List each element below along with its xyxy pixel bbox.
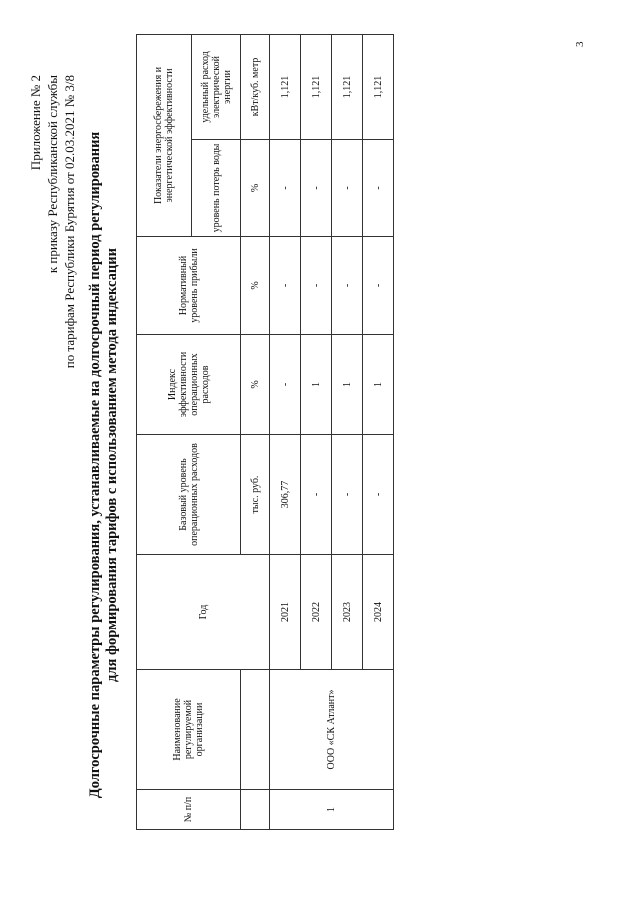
header-energy-group: Показатели энергосбережения и энергетической эффективности	[137, 34, 192, 236]
cell-loss: -	[301, 140, 332, 237]
header-specific: удельный расход электрической энергии	[192, 34, 241, 139]
cell-base: 306,77	[270, 435, 301, 555]
cell-profit: -	[363, 237, 394, 335]
row-num: 1	[270, 790, 394, 830]
units-org-blank	[241, 670, 270, 790]
cell-index: 1	[363, 335, 394, 435]
units-num-blank	[241, 790, 270, 830]
cell-year: 2024	[363, 555, 394, 670]
appendix-line-1: Приложение № 2	[28, 75, 43, 171]
title-line-1: Долгосрочные параметры регулирования, устанавливаемые на долгосрочный период регулирования	[87, 131, 103, 799]
unit-loss: %	[241, 140, 270, 237]
header-year: Год	[137, 555, 270, 670]
header-profit: Нормативный уровень прибыли	[137, 237, 241, 335]
cell-index: -	[270, 335, 301, 435]
cell-profit: -	[301, 237, 332, 335]
cell-loss: -	[332, 140, 363, 237]
unit-base: тыс. руб.	[241, 435, 270, 555]
unit-specific: кВт/куб. метр	[241, 34, 270, 139]
document-title	[87, 115, 121, 815]
cell-base: -	[332, 435, 363, 555]
cell-profit: -	[270, 237, 301, 335]
page-number: 3	[574, 41, 586, 47]
cell-specific: 1,121	[270, 34, 301, 139]
cell-specific: 1,121	[332, 34, 363, 139]
header-org: Наименование регулируемой организации	[137, 670, 241, 790]
unit-index: %	[241, 335, 270, 435]
cell-specific: 1,121	[363, 34, 394, 139]
cell-index: 1	[301, 335, 332, 435]
header-loss: уровень потерь воды	[192, 140, 241, 237]
row-org: ООО «СК Атлант»	[270, 670, 394, 790]
header-num: № п/п	[137, 790, 241, 830]
appendix-header	[27, 75, 78, 368]
table-row	[270, 34, 301, 829]
cell-index: 1	[332, 335, 363, 435]
title-line-2: для формирования тарифов с использованием метода индексации	[104, 248, 120, 682]
cell-specific: 1,121	[301, 34, 332, 139]
cell-base: -	[301, 435, 332, 555]
cell-profit: -	[332, 237, 363, 335]
cell-year: 2023	[332, 555, 363, 670]
unit-profit: %	[241, 237, 270, 335]
regulation-parameters-table	[136, 34, 394, 830]
cell-base: -	[363, 435, 394, 555]
cell-loss: -	[363, 140, 394, 237]
appendix-line-3: по тарифам Республики Бурятия от 02.03.2021 № 3/8	[62, 75, 77, 369]
cell-loss: -	[270, 140, 301, 237]
cell-year: 2022	[301, 555, 332, 670]
header-base: Базовый уровень операционных расходов	[137, 435, 241, 555]
appendix-line-2: к приказу Республиканской службы	[45, 75, 60, 274]
header-index: Индекс эффективности операционных расходов	[137, 335, 241, 435]
cell-year: 2021	[270, 555, 301, 670]
